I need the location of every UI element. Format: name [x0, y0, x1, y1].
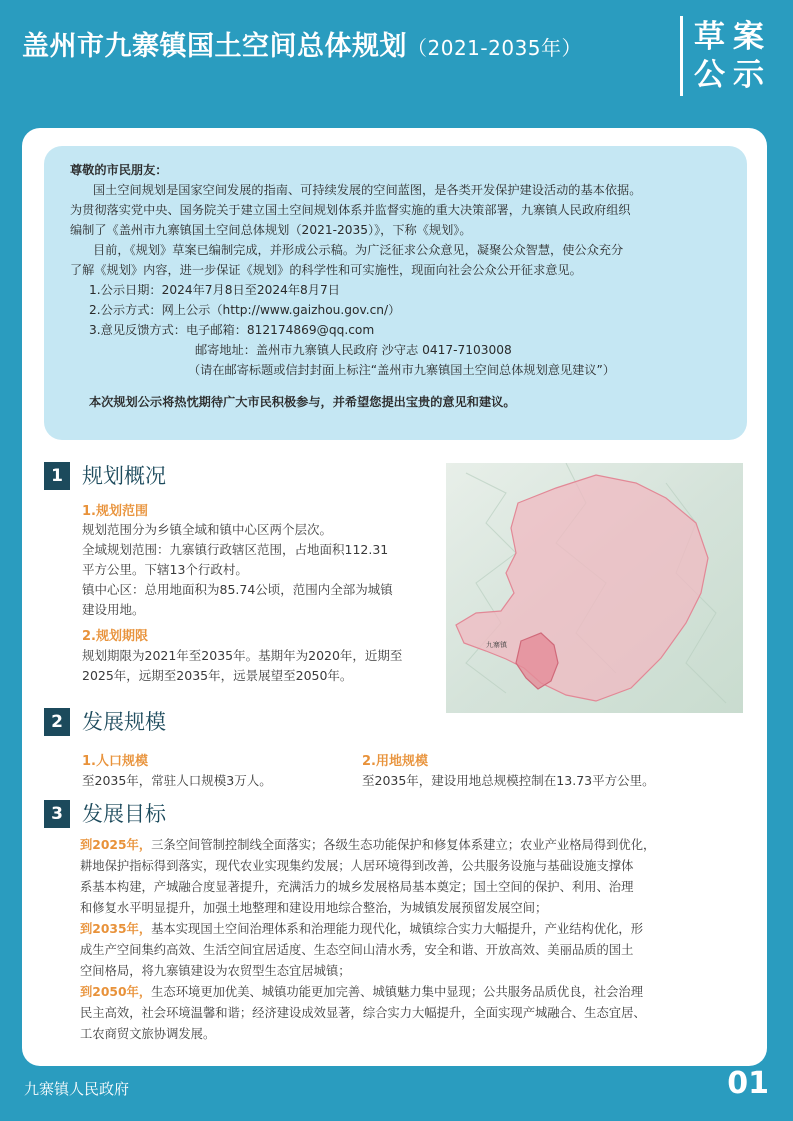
section-3-title: 发展目标 [82, 802, 166, 826]
goal-year: 到2035年， [80, 922, 152, 936]
notice-line: 目前，《规划》草案已编制完成，并形成公示稿。为广泛征求公众意见，凝聚公众智慧，使公众充分 [93, 243, 624, 257]
section-1-title: 规划概况 [82, 464, 166, 488]
goal-text: 空间格局，将九寨镇建设为农贸型生态宜居城镇； [80, 964, 351, 978]
section-1-sub2-title: 2.规划期限 [82, 629, 148, 644]
section-1-sub1-body [82, 520, 393, 620]
goal-line [80, 856, 740, 877]
header-divider [680, 16, 683, 96]
section-1-sub2-body [82, 646, 402, 686]
goals-body [80, 835, 740, 1045]
notice-remark: （请在邮寄标题或信封封面上标注“盖州市九寨镇国土空间总体规划意见建议”） [188, 363, 616, 377]
notice-date: 1.公示日期：2024年7月8日至2024年8月7日 [89, 283, 340, 297]
section-1-sub1-title: 1.规划范围 [82, 504, 148, 519]
location-map [446, 463, 743, 713]
section-1-number: 1 [44, 462, 70, 490]
notice-box [44, 146, 747, 440]
goal-line [80, 1024, 740, 1045]
text-line: 2025年，远期至2035年，远景展望至2050年。 [82, 668, 353, 683]
draft-label [694, 18, 784, 94]
notice-closing: 本次规划公示将热忱期待广大市民积极参与，并希望您提出宝贵的意见和建议。 [89, 395, 516, 409]
goal-text: 和修复水平明显提升，加强土地整理和建设用地综合整治，为城镇发展预留发展空间； [80, 901, 548, 915]
title-years: （2021-2035年） [407, 36, 583, 60]
goal-year: 到2025年， [80, 838, 152, 852]
goal-line [80, 919, 740, 940]
goal-text: 耕地保护指标得到落实，现代农业实现集约发展；人居环境得到改善，公共服务设施与基础设施支撑体 [80, 859, 634, 873]
goal-year: 到2050年， [80, 985, 152, 999]
notice-line: 编制了《盖州市九寨镇国土空间总体规划（2021-2035）》，下称《规划》。 [70, 223, 472, 237]
goal-text: 民主高效，社会环境温馨和谐；经济建设成效显著，综合实力大幅提升，全面实现产城融合、生态宜居、 [80, 1006, 646, 1020]
footer-org: 九寨镇人民政府 [24, 1080, 130, 1098]
section-2-sub2-title: 2.用地规模 [362, 754, 428, 769]
section-2-sub1-title: 1.人口规模 [82, 754, 148, 769]
goal-line [80, 1003, 740, 1024]
section-3-number: 3 [44, 800, 70, 828]
notice-mail: 邮寄地址：盖州市九寨镇人民政府 沙守志 0417-7103008 [195, 343, 512, 357]
goal-line [80, 982, 740, 1003]
notice-line: 国土空间规划是国家空间发展的指南、可持续发展的空间蓝图，是各类开发保护建设活动的基本依据。 [93, 183, 642, 197]
text-line: 规划期限为2021年至2035年。基期年为2020年，近期至 [82, 648, 403, 663]
goal-line [80, 898, 740, 919]
goal-text: 生态环境更加优美、城镇功能更加完善、城镇魅力集中显现；公共服务品质优良，社会治理 [151, 985, 644, 999]
text-line: 平方公里。下辖13个行政村。 [82, 562, 248, 577]
notice-feedback: 3.意见反馈方式：电子邮箱：812174869@qq.com [89, 323, 375, 337]
section-2-sub1-body [82, 771, 272, 791]
text-line: 至2035年，常驻人口规模3万人。 [82, 773, 272, 788]
notice-line: 了解《规划》内容，进一步保证《规划》的科学性和可实施性，现面向社会公众公开征求意见。 [70, 263, 582, 277]
text-line: 至2035年，建设用地总规模控制在13.73平方公里。 [362, 773, 655, 788]
notice-line: 为贯彻落实党中央、国务院关于建立国土空间规划体系并监督实施的重大决策部署，九寨镇人民政府组织 [70, 203, 631, 217]
section-2-sub2-body [362, 771, 655, 791]
goal-text: 系基本构建，产城融合度显著提升，充满活力的城乡发展格局基本奠定；国土空间的保护、利用、治理 [80, 880, 634, 894]
goal-text: 三条空间管制控制线全面落实；各级生态功能保护和修复体系建立；农业产业格局得到优化， [151, 838, 656, 852]
goal-text: 成生产空间集约高效、生活空间宜居适度、生态空间山清水秀，安全和谐、开放高效、美丽品质的国土 [80, 943, 634, 957]
page-title [22, 24, 582, 63]
text-line: 规划范围分为乡镇全域和镇中心区两个层次。 [82, 522, 333, 537]
goal-line [80, 940, 740, 961]
draft-label-line2: 公示 [694, 57, 772, 93]
map-town-label: 九寨镇 [486, 641, 507, 649]
goal-line [80, 961, 740, 982]
section-2-title: 发展规模 [82, 710, 166, 734]
draft-label-line1: 草案 [694, 19, 772, 55]
notice-greeting: 尊敬的市民朋友： [70, 163, 168, 177]
section-2-number: 2 [44, 708, 70, 736]
page-number: 01 [727, 1066, 769, 1101]
text-line: 全域规划范围：九寨镇行政辖区范围，占地面积112.31 [82, 542, 389, 557]
page-header [0, 0, 793, 110]
content-card [22, 128, 767, 1066]
goal-text: 工农商贸文旅协调发展。 [80, 1027, 216, 1041]
goal-line [80, 835, 740, 856]
text-line: 镇中心区：总用地面积为85.74公顷，范围内全部为城镇 [82, 582, 393, 597]
title-text: 盖州市九寨镇国土空间总体规划 [22, 31, 407, 62]
goal-text: 基本实现国土空间治理体系和治理能力现代化，城镇综合实力大幅提升，产业结构优化，形 [151, 922, 644, 936]
notice-method: 2.公示方式：网上公示（http://www.gaizhou.gov.cn/） [89, 303, 401, 317]
goal-line [80, 877, 740, 898]
text-line: 建设用地。 [82, 602, 145, 617]
